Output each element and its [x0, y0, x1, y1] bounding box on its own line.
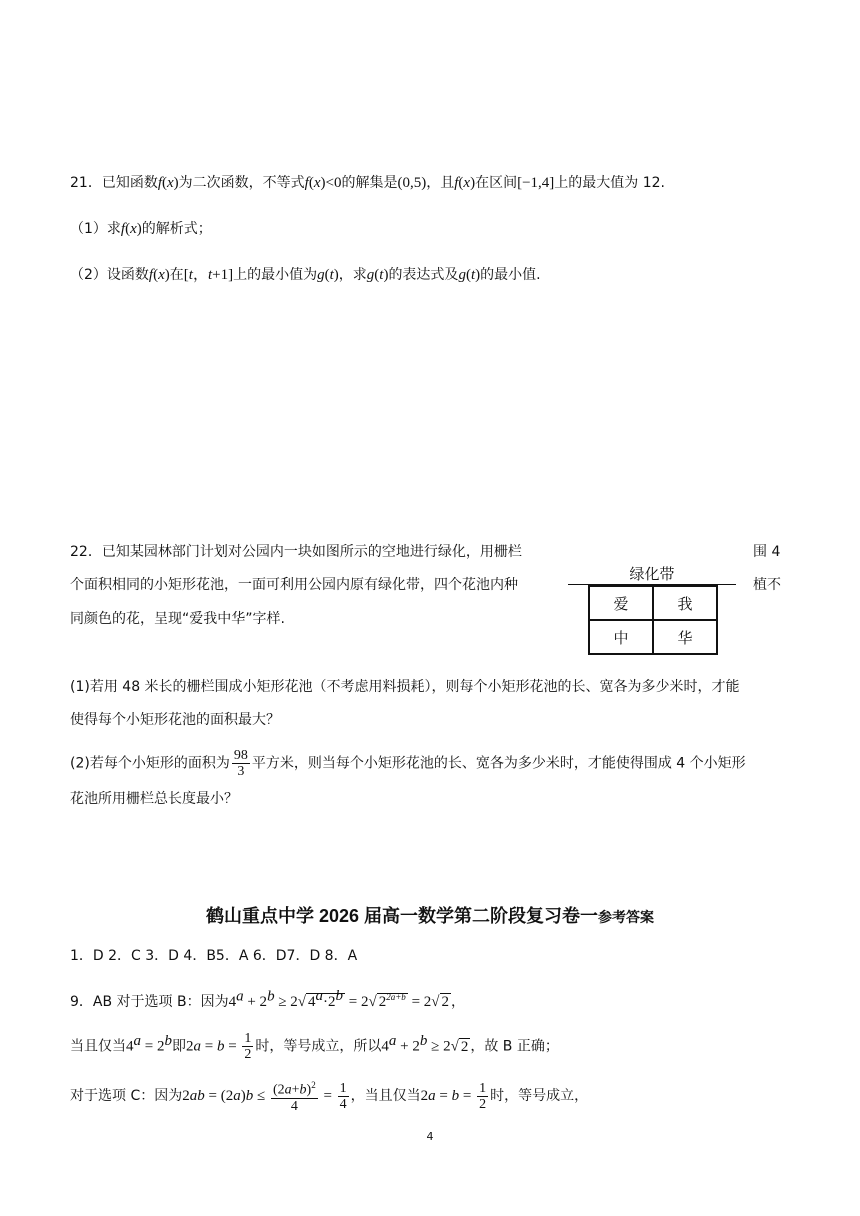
answer-q9-line1: 9．AB 对于选项 B：因为$4^a + 2^b \ge 2√$ $4^a\cdot 2^b = 2√$ $2^{2a+b} = 2√$ 2 ，: [70, 988, 466, 1010]
fraction-quarter: $\frac{1}{4}$: [339, 1080, 347, 1112]
q22-sub2-line1: (2)若每个小矩形的面积为 $\frac{98}{3}$ 平方米，则当每个小矩形花池的长、宽各为多少米时，才能使得围成 4 个小矩形: [70, 748, 746, 779]
flower-bed-cell: 华: [653, 620, 717, 654]
green-belt-label: 绿化带: [629, 565, 675, 583]
fraction-half: $\frac{1}{2}$: [244, 1031, 252, 1063]
flower-bed-cell: 我: [653, 586, 717, 620]
answer-choices: 1．D 2．C 3．D 4．B5．A 6．D7．D 8．A: [70, 948, 358, 964]
flower-bed-grid: [588, 585, 718, 655]
q22-line3: 同颜色的花，呈现“爱我中华”字样.: [70, 611, 285, 627]
q22-line2-tail: 植不: [753, 577, 781, 593]
q21-stem: 21．已知函数f(x)为二次函数，不等式f(x)<0的解集是(0,5)，且f(x)在区间[−1,4]上的最大值为 12.: [70, 175, 665, 191]
answer-q9-line3: 对于选项 C：因为2ab = (2a)b ≤ $\frac{(2a+b)^2}{4}$ = $\frac{1}{4}$ ，当且仅当2a = b = $\frac{1}{2}$ 时，等号成立，: [70, 1080, 589, 1114]
q22-sub2-line2: 花池所用栅栏总长度最小？: [70, 791, 238, 807]
q22-sub1-line2: 使得每个小矩形花池的面积最大？: [70, 712, 280, 728]
q22-line2: 个面积相同的小矩形花池，一面可利用公园内原有绿化带，四个花池内种: [70, 577, 518, 593]
q22-line1-tail: 围 4: [753, 544, 781, 560]
answer-title: 鹤山重点中学 2026 届高一数学第二阶段复习卷一参考答案: [205, 906, 655, 926]
q21-part1: （1）求f(x)的解析式；: [70, 221, 212, 237]
page-number: 4: [426, 1130, 434, 1143]
q22-line1: 22．已知某园林部门计划对公园内一块如图所示的空地进行绿化，用栅栏: [70, 544, 522, 560]
fraction-98-3: $\frac{98}{3}$: [233, 748, 248, 779]
fraction-square: $\frac{(2a+b)^2}{4}$: [272, 1080, 316, 1114]
answer-q9-line2: 当且仅当$4^a = 2^b$即2a = b = $\frac{1}{2}$ 时，等号成立，所以$4^a + 2^b \ge 2√$ 2 ，故 B 正确；: [70, 1031, 559, 1063]
q22-sub1-line1: (1)若用 48 米长的栅栏围成小矩形花池（不考虑用料损耗），则每个小矩形花池的长、宽各为多少米时，才能: [70, 679, 740, 695]
q21-part2: （2）设函数f(x)在[t，t+1]上的最小值为g(t)，求g(t)的表达式及g(t)的最小值.: [70, 267, 541, 283]
fraction-half-2: $\frac{1}{2}$: [479, 1080, 487, 1112]
flower-bed-cell: 爱: [589, 586, 653, 620]
flower-bed-cell: 中: [589, 620, 653, 654]
